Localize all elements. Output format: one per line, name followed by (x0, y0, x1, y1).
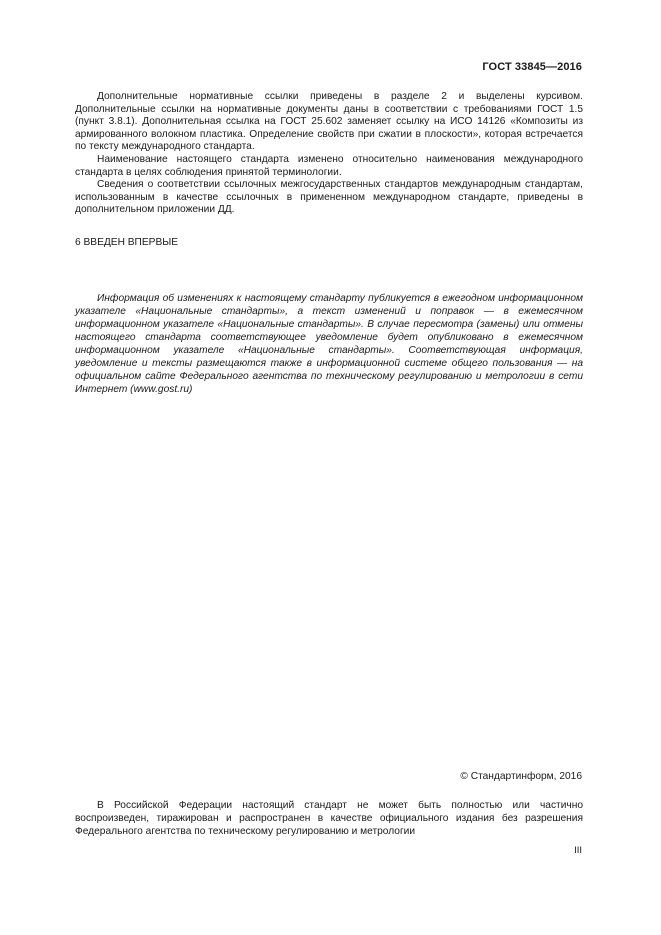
note-paragraph-references: Дополнительные нормативные ссылки приведены в разделе 2 и выделены курсивом. Дополнительные ссылки на нормативные документы даны в соответствии с требованиями ГОСТ 1.5 (пункт 3.8.1). Дополнительная ссылка на ГОСТ 25.602 заменяет ссылку на ИСО 14126 «Композиты из армированного волокном пластика. Определение свойств при сжатии в плоскости», которая встречается по тексту международного стандарта. (75, 91, 583, 153)
note-paragraph-conformity: Сведения о соответствии ссылочных межгосударственных стандартов международным стандартам, использованным в качестве ссылочных в примененном международном стандарте, приведены в дополнительном приложении ДД. (75, 179, 583, 216)
standard-code: ГОСТ 33845—2016 (482, 61, 582, 73)
copyright: © Стандартинформ, 2016 (460, 771, 582, 782)
note-paragraph-title-change: Наименование настоящего стандарта изменено относительно наименования международного стандарта в целях соблюдения принятой терминологии. (75, 153, 583, 178)
legal-notice: В Российской Федерации настоящий стандарт не может быть полностью или частично воспроизведен, тиражирован и распространен в качестве официального издания без разрешения Федерального агентства по техническому регулированию и метрологии (75, 800, 583, 837)
info-paragraph: Информация об изменениях к настоящему стандарту публикуется в ежегодном информационном указателе «Национальные стандарты», а текст изменений и поправок — в ежемесячном информационном указателе «Национальные стандарты». В случае пересмотра (замены) или отмены настоящего стандарта соответствующее уведомление будет опубликовано в ежемесячном информационном указателе «Национальные стандарты». Соответствующая информация, уведомление и тексты размещаются также в информационной системе общего пользования — на официальном сайте Федерального агентства по техническому регулированию и метрологии в сети Интернет (www.gost.ru) (75, 293, 583, 395)
page-number: III (574, 845, 582, 856)
legal-notice-block (75, 799, 583, 838)
notes-block (75, 91, 583, 217)
section-introduced-first-time: 6 ВВЕДЕН ВПЕРВЫЕ (75, 237, 179, 248)
info-block (75, 292, 583, 396)
